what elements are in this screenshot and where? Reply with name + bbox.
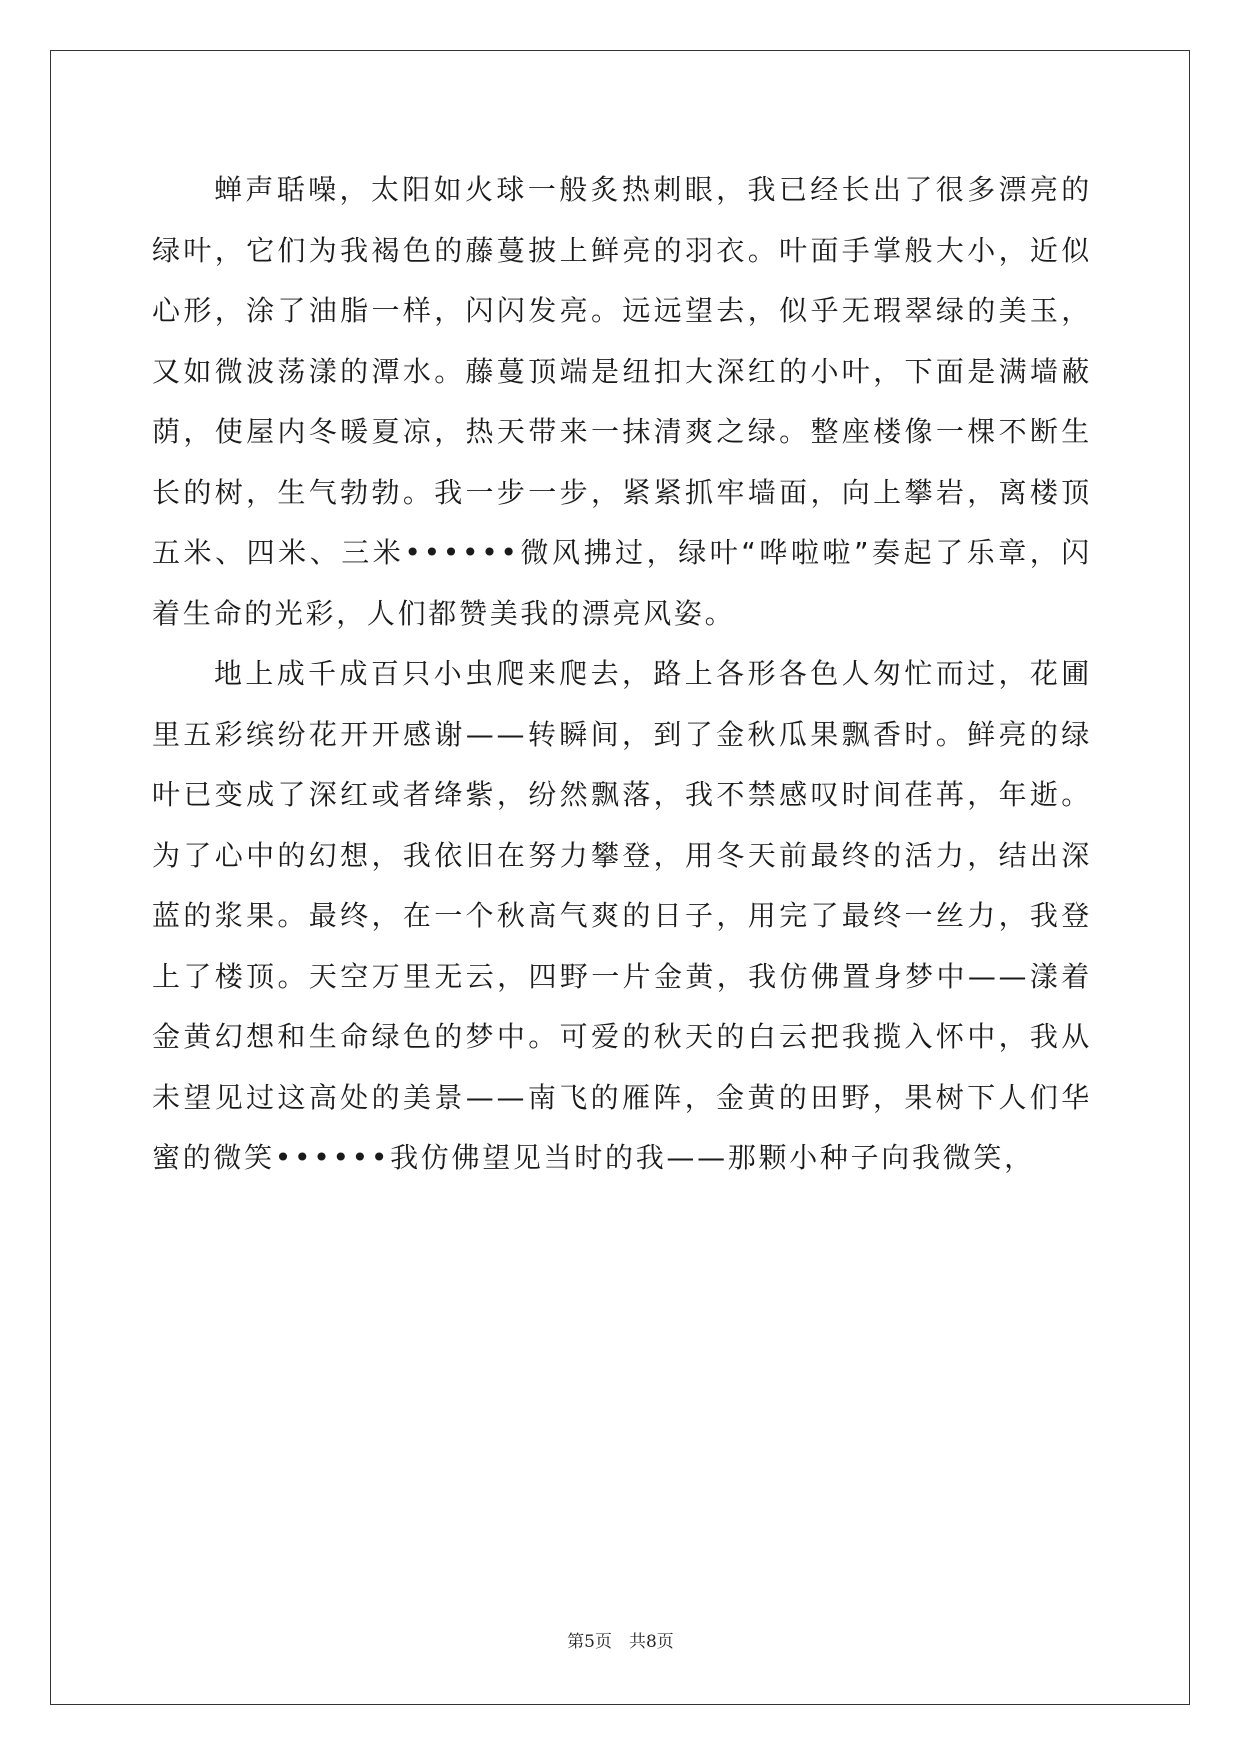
document-body (152, 160, 1092, 1189)
paragraph-autumn: 地上成千成百只小虫爬来爬去，路上各形各色人匆忙而过，花圃里五彩缤纷花开开感谢——转瞬间，到了金秋瓜果飘香时。鲜亮的绿叶已变成了深红或者绛紫，纷然飘落，我不禁感叹时间荏苒，年逝。为了心中的幻想，我依旧在努力攀登，用冬天前最终的活力，结出深蓝的浆果。最终，在一个秋高气爽的日子，用完了最终一丝力，我登上了楼顶。天空万里无云，四野一片金黄，我仿佛置身梦中——漾着金黄幻想和生命绿色的梦中。可爱的秋天的白云把我揽入怀中，我从未望见过这高处的美景——南飞的雁阵，金黄的田野，果树下人们华蜜的微笑••••••我仿佛望见当时的我——那颗小种子向我微笑， (152, 657, 1092, 1174)
page-number-footer: 第5页 共8页 (567, 1632, 674, 1652)
paragraph-summer: 蝉声聒噪，太阳如火球一般炙热刺眼，我已经长出了很多漂亮的绿叶，它们为我褐色的藤蔓披上鲜亮的羽衣。叶面手掌般大小，近似心形，涂了油脂一样，闪闪发亮。远远望去，似乎无瑕翠绿的美玉，又如微波荡漾的潭水。藤蔓顶端是纽扣大深红的小叶，下面是满墙蔽荫，使屋内冬暖夏凉，热天带来一抹清爽之绿。整座楼像一棵不断生长的树，生气勃勃。我一步一步，紧紧抓牢墙面，向上攀岩，离楼顶五米、四米、三米••••••微风拂过，绿叶“哗啦啦”奏起了乐章，闪着生命的光彩，人们都赞美我的漂亮风姿。 (152, 173, 1092, 630)
